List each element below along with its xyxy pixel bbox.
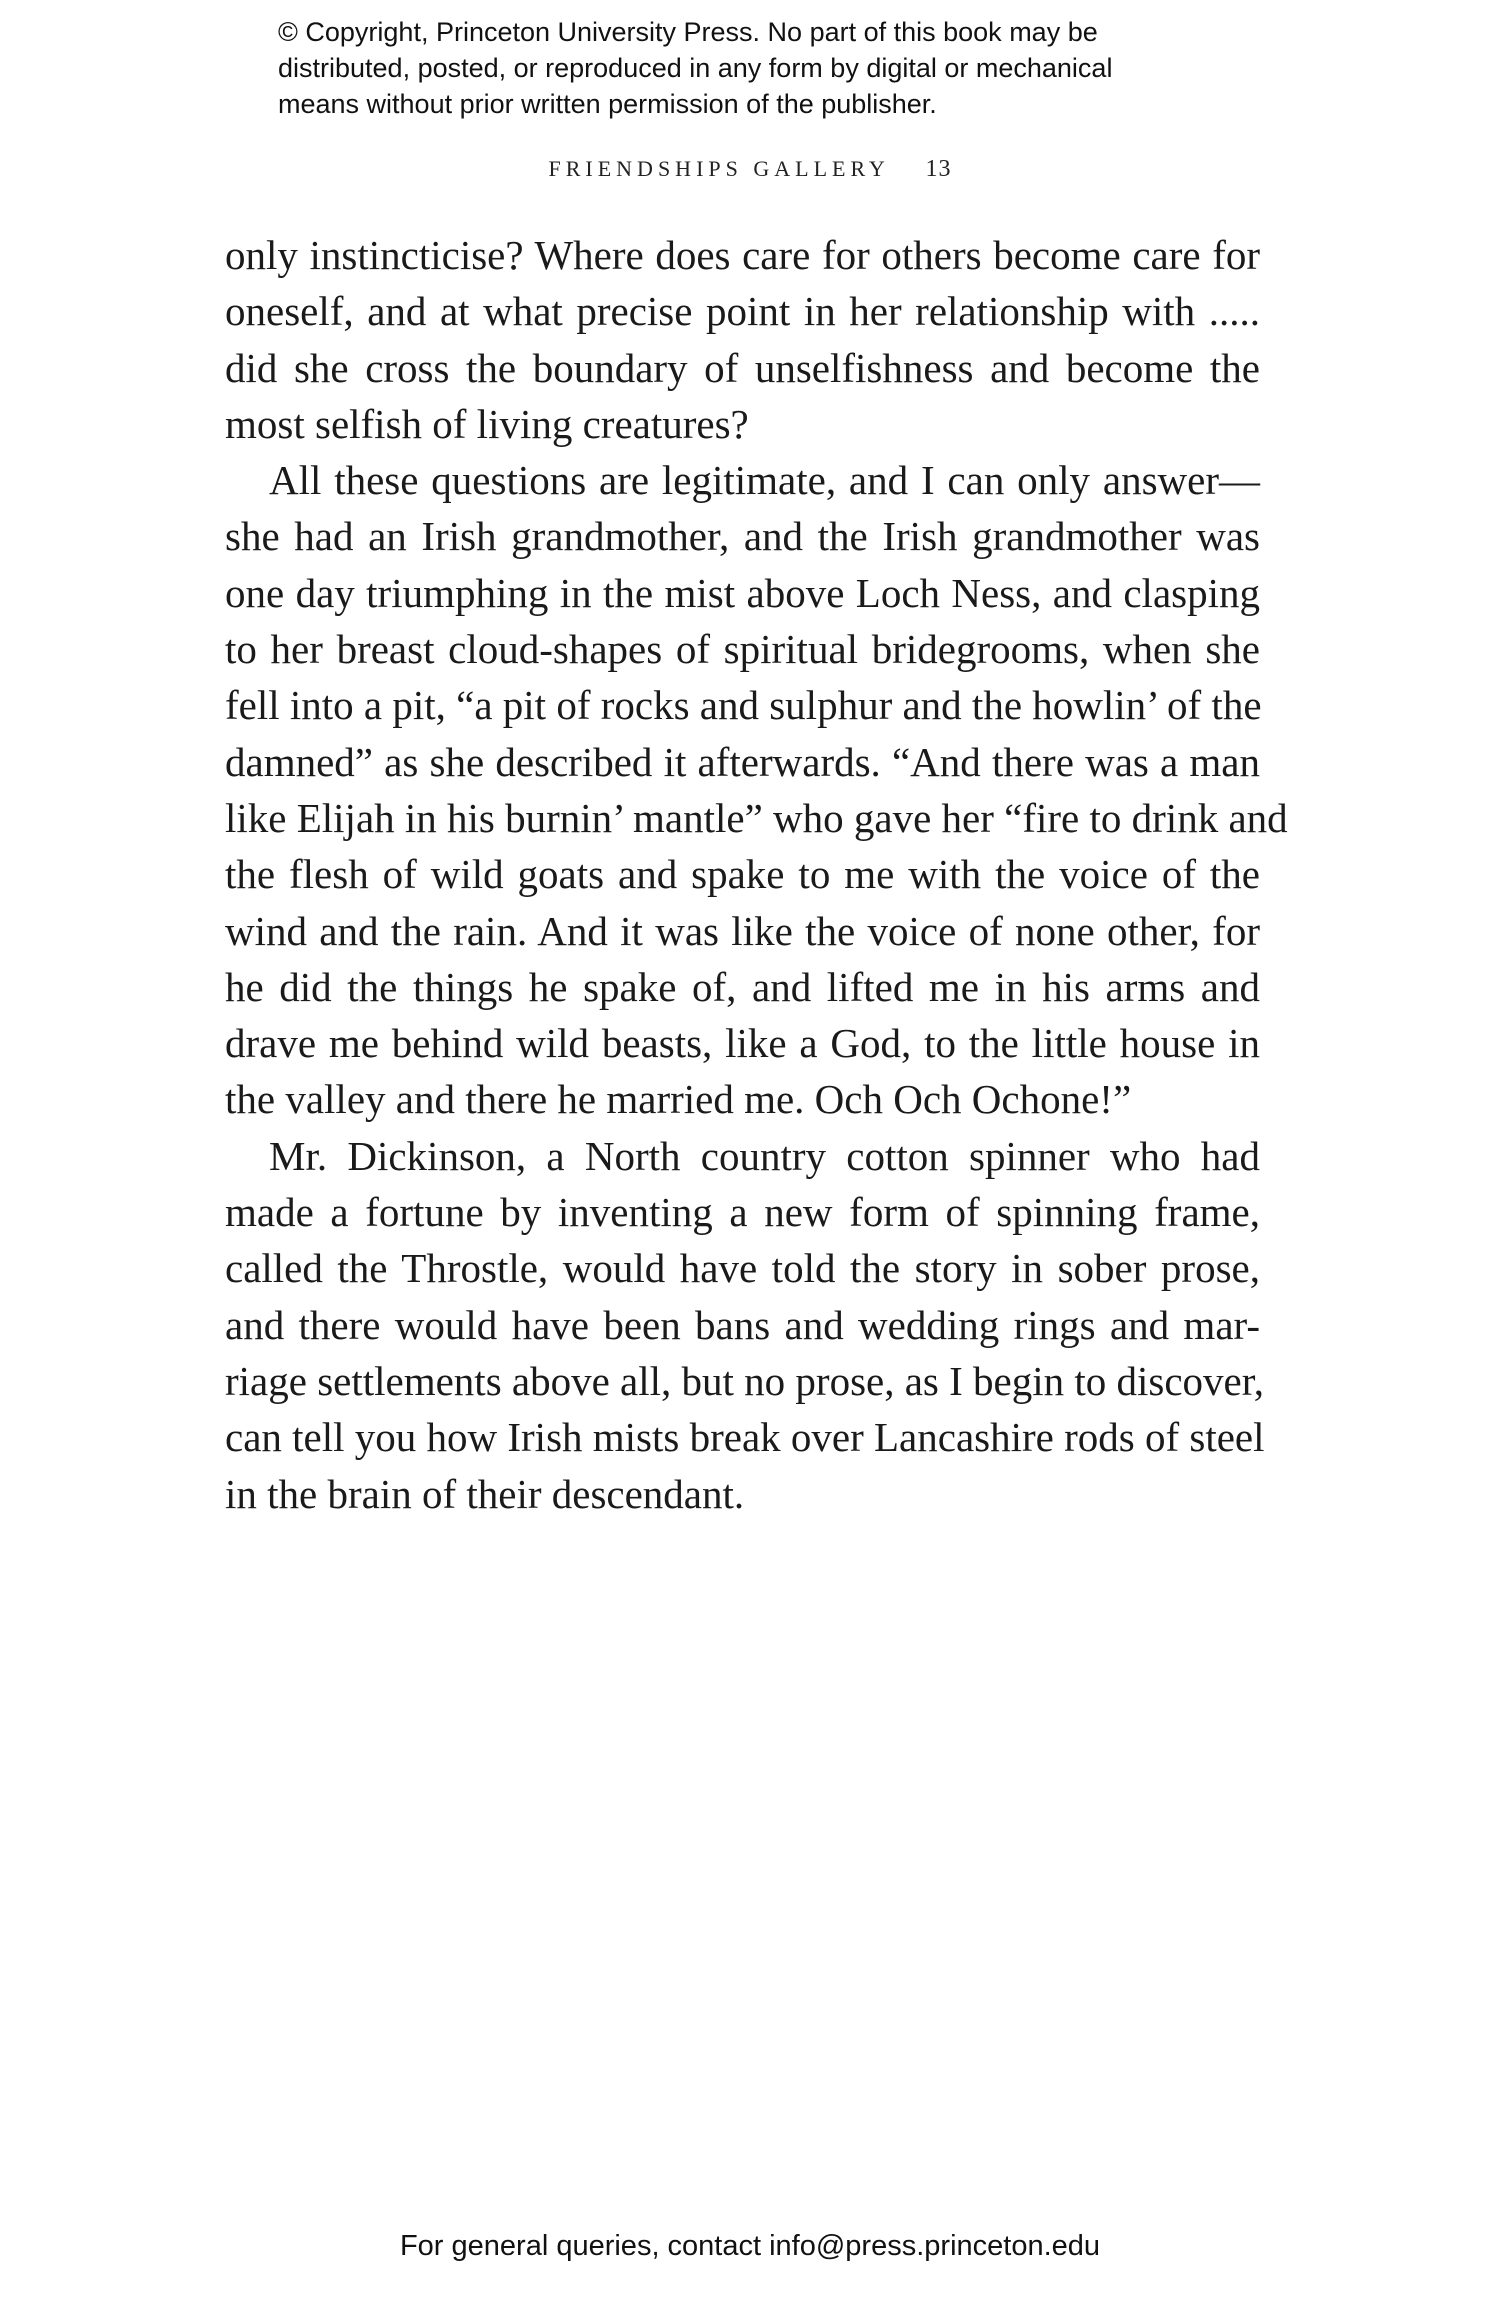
copyright-line: means without prior written permission of the publisher. (278, 89, 937, 119)
text-line: drave me behind wild beasts, like a God, to the little house in (225, 1020, 1260, 1067)
text-line: in the brain of their descendant. (225, 1470, 745, 1517)
text-line: damned” as she described it afterwards. “And there was a man (225, 738, 1260, 785)
text-line: All these questions are legitimate, and I can only answer— (269, 457, 1260, 504)
text-line: made a fortune by inventing a new form of spinning frame, (225, 1189, 1260, 1236)
text-line: can tell you how Irish mists break over Lancashire rods of steel (225, 1414, 1265, 1461)
running-head-title: FRIENDSHIPS GALLERY (548, 156, 889, 181)
text-line: called the Throstle, would have told the story in sober prose, (225, 1245, 1260, 1292)
copyright-line: distributed, posted, or reproduced in any form by digital or mechanical (278, 53, 1113, 83)
text-line: only instincticise? Where does care for others become care for (225, 232, 1260, 278)
text-line: did she cross the boundary of unselfishness and become the (225, 344, 1260, 391)
page-number: 13 (925, 156, 952, 182)
footer-contact (0, 2230, 1500, 2263)
paragraph-3 (225, 1128, 1265, 1522)
text-line: Mr. Dickinson, a North country cotton spinner who had (269, 1132, 1260, 1179)
text-line: she had an Irish grandmother, and the Irish grandmother was (225, 513, 1260, 560)
copyright-notice (278, 14, 1278, 122)
text-line: most selfish of living creatures? (225, 400, 749, 447)
paragraph-2 (225, 452, 1288, 1128)
text-line: like Elijah in his burnin’ mantle” who gave her “fire to drink and (225, 794, 1288, 841)
text-line: the valley and there he married me. Och Och Ochone!” (225, 1076, 1132, 1123)
copyright-line: © Copyright, Princeton University Press. No part of this book may be (278, 17, 1098, 47)
text-line: wind and the rain. And it was like the voice of none other, for (225, 907, 1260, 954)
text-line: riage settlements above all, but no prose, as I begin to discover, (225, 1357, 1265, 1404)
text-line: one day triumphing in the mist above Loch Ness, and clasping (225, 569, 1260, 616)
body-text (225, 227, 1288, 1522)
text-line: fell into a pit, “a pit of rocks and sulphur and the howlin’ of the (225, 682, 1262, 729)
text-line: oneself, and at what precise point in her relationship with ..... (225, 288, 1260, 335)
text-line: the flesh of wild goats and spake to me with the voice of the (225, 851, 1260, 898)
text-line: he did the things he spake of, and lifted me in his arms and (225, 963, 1260, 1010)
text-line: and there would have been bans and wedding rings and mar- (225, 1301, 1260, 1348)
text-line: to her breast cloud-shapes of spiritual bridegrooms, when she (225, 626, 1260, 673)
running-head (0, 156, 1500, 183)
paragraph-1 (225, 227, 1260, 452)
footer-text: For general queries, contact info@press.princeton.edu (399, 2230, 1101, 2262)
